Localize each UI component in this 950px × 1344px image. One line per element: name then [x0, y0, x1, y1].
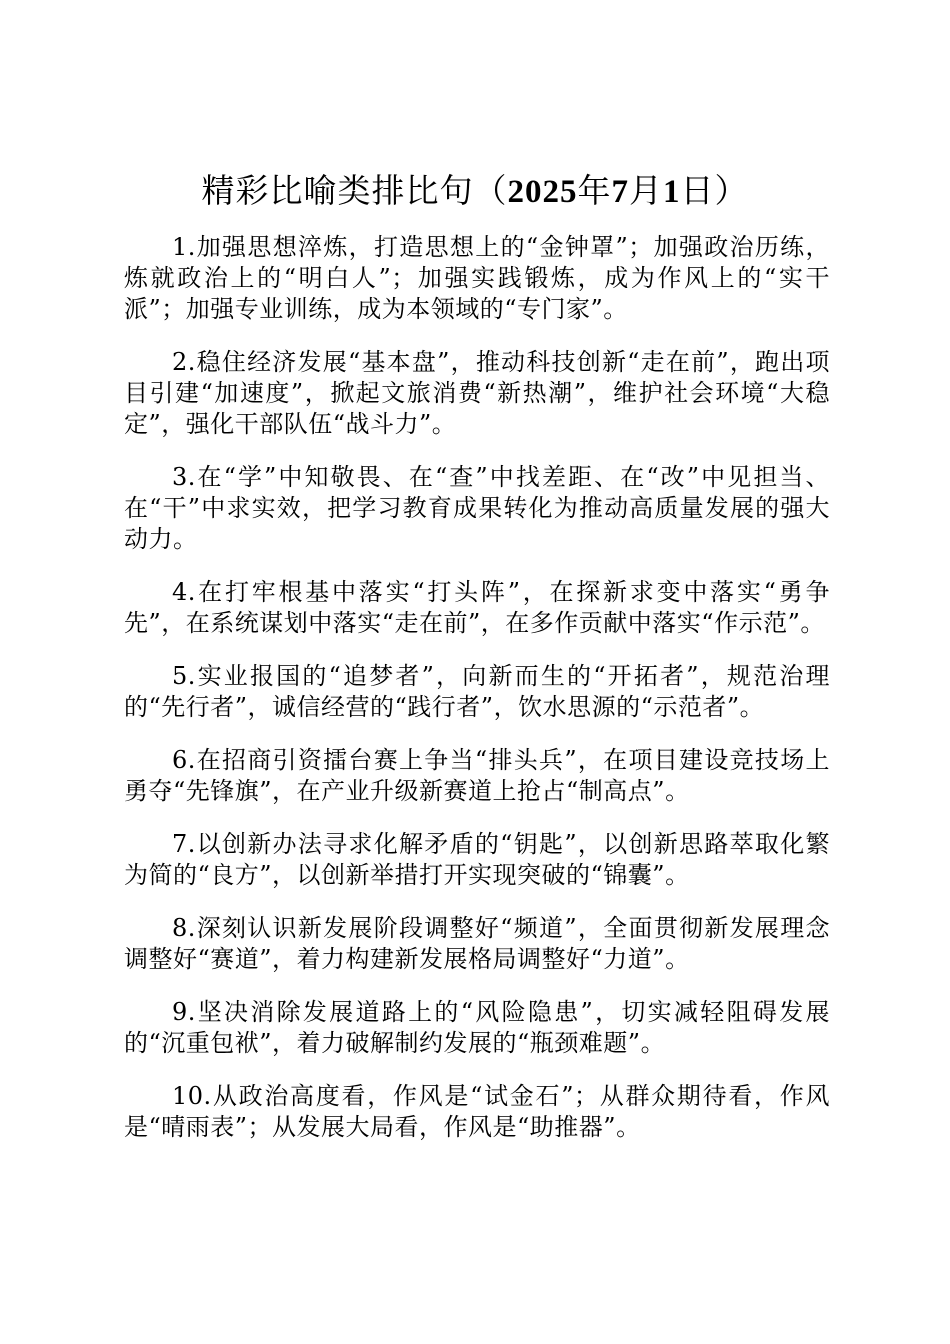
paragraph-9: 9.坚决消除发展道路上的“风险隐患”，切实减轻阻碍发展的“沉重包袱”，着力破解制约发展的“瓶颈难题”。 [124, 998, 830, 1057]
title-year-unit: 年 [577, 171, 612, 210]
paragraph-3: 3.在“学”中知敬畏、在“查”中找差距、在“改”中见担当、在“干”中求实效，把学习教育成果转化为推动高质量发展的强大动力。 [124, 463, 830, 553]
paragraph-10: 10.从政治高度看，作风是“试金石”；从群众期待看，作风是“晴雨表”；从发展大局看，作风是“助推器”。 [124, 1082, 830, 1141]
title-year: 2025 [507, 174, 578, 210]
paragraph-1: 1.加强思想淬炼，打造思想上的“金钟罩”；加强政治历练，炼就政治上的“明白人”；加强实践锻炼，成为作风上的“实干派”；加强专业训练，成为本领域的“专门家”。 [124, 233, 830, 323]
title-month: 7 [611, 174, 629, 210]
title-prefix: 精彩比喻类排比句（ [201, 171, 508, 210]
paragraph-8: 8.深刻认识新发展阶段调整好“频道”，全面贯彻新发展理念调整好“赛道”，着力构建新发展格局调整好“力道”。 [124, 914, 830, 973]
title-month-unit: 月 [629, 171, 663, 210]
title-day: 1 [663, 174, 681, 210]
paragraph-7: 7.以创新办法寻求化解矛盾的“钥匙”，以创新思路萃取化繁为简的“良方”，以创新举措打开实现突破的“锦囊”。 [124, 830, 830, 889]
paragraph-5: 5.实业报国的“追梦者”，向新而生的“开拓者”，规范治理的“先行者”，诚信经营的“践行者”，饮水思源的“示范者”。 [124, 662, 830, 721]
document-body [124, 232, 830, 1165]
paragraph-2: 2.稳住经济发展“基本盘”，推动科技创新“走在前”，跑出项目引建“加速度”，掀起文旅消费“新热潮”，维护社会环境“大稳定”，强化干部队伍“战斗力”。 [124, 348, 830, 438]
title-suffix: 日） [680, 171, 749, 210]
document-title [0, 168, 950, 215]
paragraph-4: 4.在打牢根基中落实“打头阵”，在探新求变中落实“勇争先”，在系统谋划中落实“走在前”，在多作贡献中落实“作示范”。 [124, 578, 830, 637]
paragraph-6: 6.在招商引资擂台赛上争当“排头兵”，在项目建设竞技场上勇夺“先锋旗”，在产业升级新赛道上抢占“制高点”。 [124, 746, 830, 805]
